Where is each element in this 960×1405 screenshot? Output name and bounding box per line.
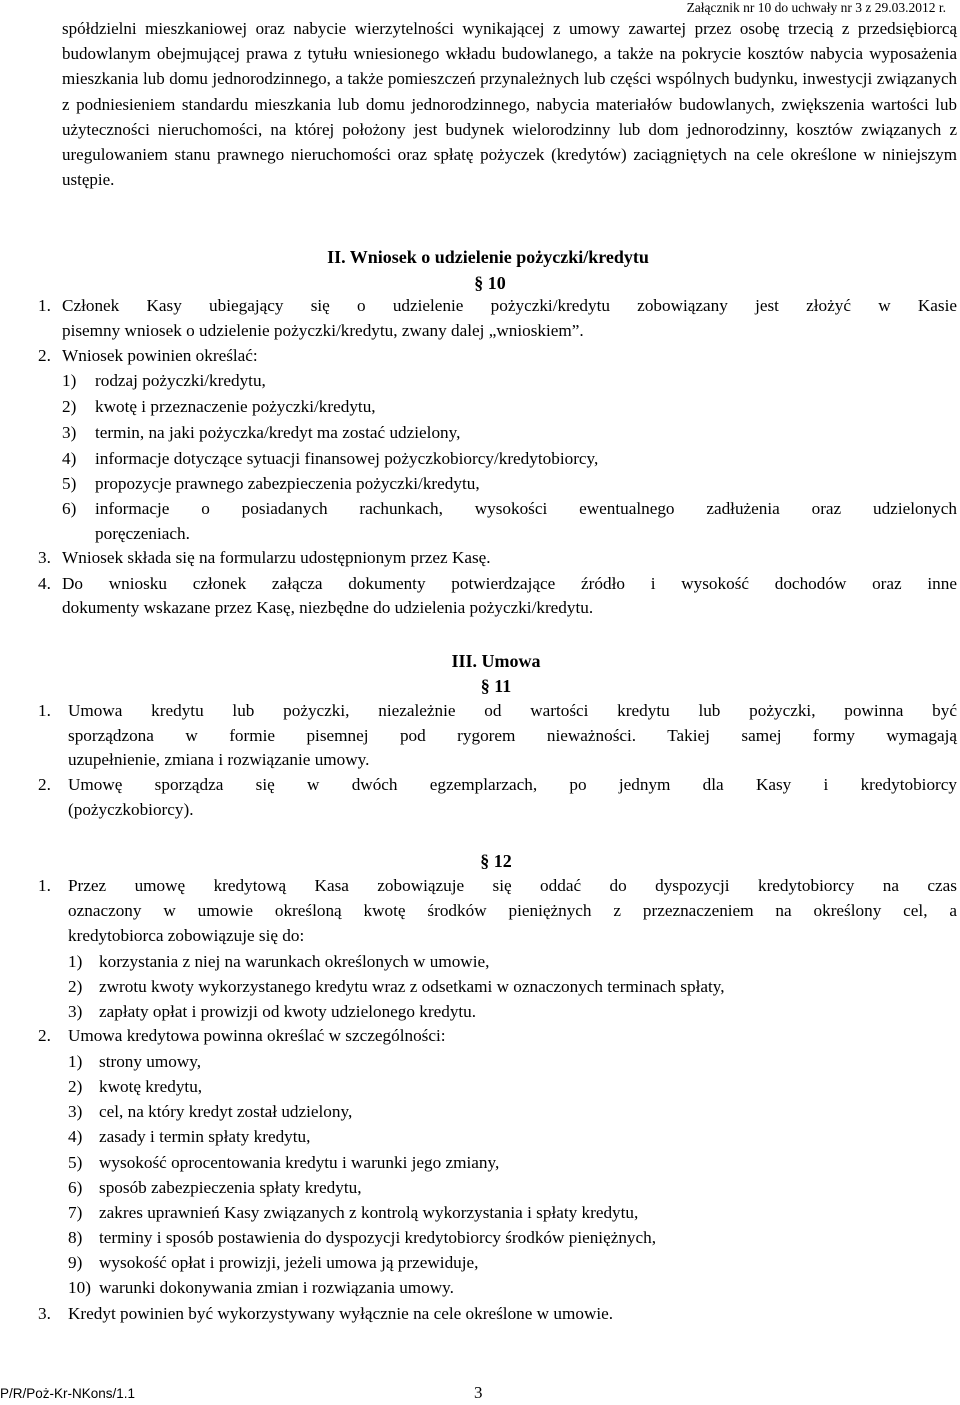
s3-q2-item-number: 5) xyxy=(68,1153,83,1172)
paragraph-12-heading: § 12 xyxy=(480,851,512,871)
paragraph-10-heading: § 10 xyxy=(474,273,506,293)
s2-p1-line1: Członek Kasy ubiegający się o udzielenie pożyczki/kredytu zobowiązany jest złożyć w Kasie xyxy=(62,296,957,315)
s3-q1-item-text: korzystania z niej na warunkach określonych w umowie, xyxy=(99,952,490,971)
s3-q1-number: 1. xyxy=(38,876,51,895)
section-3-title: III. Umowa xyxy=(451,651,541,671)
intro-paragraph xyxy=(62,16,957,192)
s3-q2-item-text: cel, na który kredyt został udzielony, xyxy=(99,1102,353,1121)
s2-p4-line2: dokumenty wskazane przez Kasę, niezbędne do udzielenia pożyczki/kredytu. xyxy=(62,598,594,617)
s3-q2-item-text: wysokość opłat i prowizji, jeżeli umowa ją przewiduje, xyxy=(99,1253,479,1272)
s3-q2-number: 2. xyxy=(38,1026,51,1045)
s3-q1-item-text: zapłaty opłat i prowizji od kwoty udzielonego kredytu. xyxy=(99,1002,477,1021)
s3-q1-item-number: 1) xyxy=(68,952,83,971)
s3-q2-item-text: zasady i termin spłaty kredytu, xyxy=(99,1127,311,1146)
s3-q1-line2: oznaczony w umowie określoną kwotę środków pieniężnych z przeznaczeniem na określony cel, a xyxy=(68,901,957,920)
s3-q2-item-number: 10) xyxy=(68,1278,91,1297)
section-2-title: II. Wniosek o udzielenie pożyczki/kredytu xyxy=(327,247,649,267)
s3-q2-item-number: 8) xyxy=(68,1228,83,1247)
s3-q3-text: Kredyt powinien być wykorzystywany wyłącznie na cele określone w umowie. xyxy=(68,1304,614,1323)
s3-q1-item-text: zwrotu kwoty wykorzystanego kredytu wraz z odsetkami w oznaczonych terminach spłaty, xyxy=(99,977,725,996)
s3-p1-line2: sporządzona w formie pisemnej pod rygorem nieważności. Takiej samej formy wymagają xyxy=(68,726,957,745)
s3-q1-line3: kredytobiorca zobowiązuje się do: xyxy=(68,926,305,945)
s2-p3-text: Wniosek składa się na formularzu udostępnionym przez Kasę. xyxy=(62,548,491,567)
s3-q2-item-text: kwotę kredytu, xyxy=(99,1077,203,1096)
intro-text: spółdzielni mieszkaniowej oraz nabycie wierzytelności wynikającej z umowy zawartej przez osobę trzecią z przedsiębiorcą budowlanym obejmującej prawa z tytułu wniesionego wkładu budowlanego, a także na pokrycie kosztów nabycia wyposażenia mieszkania lub domu jednorodzinnego, a także pomieszczeń przynależnych lub części wspólnych budynku, inwestycji związanych z podniesieniem standardu mieszkania lub domu jednorodzinnego, nabycia materiałów budowlanych, zwiększenia wartości lub użyteczności nieruchomości, na której położony jest budynek wielorodzinny lub dom jednorodzinny, kosztów związanych z uregulowaniem stanu prawnego nieruchomości oraz spłatę pożyczek (kredytów) zaciągniętych na cele określone w niniejszym ustępie. xyxy=(62,19,957,190)
s3-q2-item-text: sposób zabezpieczenia spłaty kredytu, xyxy=(99,1178,362,1197)
s2-item-number: 3) xyxy=(62,423,77,442)
s2-item-number: 6) xyxy=(62,499,77,518)
s2-item-text: rodzaj pożyczki/kredytu, xyxy=(95,371,266,390)
s2-item-text: termin, na jaki pożyczka/kredyt ma zostać udzielony, xyxy=(95,423,461,442)
s3-p2-line2: (pożyczkobiorcy). xyxy=(68,800,194,819)
s2-p4-line1: Do wniosku członek załącza dokumenty potwierdzające źródło i wysokość dochodów oraz inne xyxy=(62,574,957,593)
s3-p2-number: 2. xyxy=(38,775,51,794)
s3-p2-line1: Umowę sporządza się w dwóch egzemplarzach, po jednym dla Kasy i kredytobiorcy xyxy=(68,775,957,794)
s2-p1-line2: pisemny wniosek o udzielenie pożyczki/kredytu, zwany dalej „wnioskiem”. xyxy=(62,321,584,340)
s3-q3-number: 3. xyxy=(38,1304,51,1323)
s2-p3-number: 3. xyxy=(38,548,51,567)
s3-q2-item-number: 3) xyxy=(68,1102,83,1121)
s3-q2-item-number: 4) xyxy=(68,1127,83,1146)
s3-q2-item-text: wysokość oprocentowania kredytu i warunki jego zmiany, xyxy=(99,1153,500,1172)
s3-q1-line1: Przez umowę kredytową Kasa zobowiązuje się oddać do dyspozycji kredytobiorcy na czas xyxy=(68,876,957,895)
s2-item-number: 2) xyxy=(62,397,77,416)
s2-p4-number: 4. xyxy=(38,574,51,593)
s2-item-number: 4) xyxy=(62,449,77,468)
s2-item-text: informacje o posiadanych rachunkach, wysokości ewentualnego zadłużenia oraz udzielonych xyxy=(95,499,957,518)
s3-p1-line1: Umowa kredytu lub pożyczki, niezależnie od wartości kredytu lub pożyczki, powinna być xyxy=(68,701,957,720)
s3-p1-line3: uzupełnienie, zmiana i rozwiązanie umowy. xyxy=(68,750,370,769)
s2-p2-text: Wniosek powinien określać: xyxy=(62,346,258,365)
s3-q1-item-number: 2) xyxy=(68,977,83,996)
s2-item6-continuation: poręczeniach. xyxy=(95,524,190,543)
s3-q2-item-number: 9) xyxy=(68,1253,83,1272)
document-code: P/R/Poż-Kr-NKons/1.1 xyxy=(0,1386,136,1401)
s3-q2-item-number: 6) xyxy=(68,1178,83,1197)
s3-q2-item-text: terminy i sposób postawienia do dyspozycji kredytobiorcy środków pieniężnych, xyxy=(99,1228,657,1247)
s3-q2-text: Umowa kredytowa powinna określać w szczególności: xyxy=(68,1026,446,1045)
s3-q1-item-number: 3) xyxy=(68,1002,83,1021)
s3-q2-item-text: warunki dokonywania zmian i rozwiązania umowy. xyxy=(99,1278,454,1297)
s2-p1-number: 1. xyxy=(38,296,51,315)
s2-item-text: kwotę i przeznaczenie pożyczki/kredytu, xyxy=(95,397,376,416)
s2-p2-number: 2. xyxy=(38,346,51,365)
header-note: Załącznik nr 10 do uchwały nr 3 z 29.03.2012 r. xyxy=(686,0,946,15)
s2-item-number: 5) xyxy=(62,474,77,493)
s2-item-text: propozycje prawnego zabezpieczenia pożyczki/kredytu, xyxy=(95,474,480,493)
s3-q2-item-text: strony umowy, xyxy=(99,1052,202,1071)
s3-q2-item-number: 2) xyxy=(68,1077,83,1096)
s3-p1-number: 1. xyxy=(38,701,51,720)
page-number: 3 xyxy=(474,1383,483,1402)
paragraph-11-heading: § 11 xyxy=(480,676,512,696)
s3-q2-item-number: 7) xyxy=(68,1203,83,1222)
s2-item-number: 1) xyxy=(62,371,77,390)
s3-q2-item-number: 1) xyxy=(68,1052,83,1071)
s2-item-text: informacje dotyczące sytuacji finansowej pożyczkobiorcy/kredytobiorcy, xyxy=(95,449,599,468)
s3-q2-item-text: zakres uprawnień Kasy związanych z kontrolą wykorzystania i spłaty kredytu, xyxy=(99,1203,639,1222)
